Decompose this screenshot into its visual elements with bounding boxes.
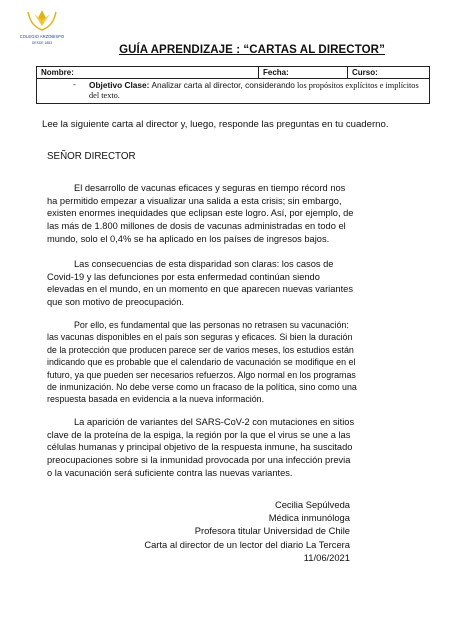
signature-role: Médica inmunóloga bbox=[268, 512, 350, 524]
signature-position: Profesora titular Universidad de Chile bbox=[194, 525, 350, 537]
course-field[interactable] bbox=[348, 67, 429, 78]
letter-paragraph: El desarrollo de vacunas eficaces y seguras en tiempo récord nos ha permitido empezar a visualizar una salida a esta crisis; sin embargo, existen enormes inequidades que eclipsan este logro. Así, por ejemplo, de las más de 1.800 millones de dosis de vacunas administradas en todo el mundo, solo el 0,4% se ha aplicado en los países de ingresos bajos. bbox=[47, 182, 354, 244]
objective-label: Objetivo Clase: bbox=[89, 80, 150, 90]
name-label: Nombre: bbox=[41, 68, 74, 77]
date-field[interactable] bbox=[259, 67, 348, 78]
objective-description: Analizar carta al director, considerando bbox=[151, 80, 295, 90]
objective-description-serif: los propósitos explícitos e implícitos del texto. bbox=[89, 81, 419, 100]
logo-text: COLEGIO ARZOBISPO bbox=[20, 34, 64, 39]
letter-greeting: SEÑOR DIRECTOR bbox=[47, 151, 136, 162]
instruction-text: Lee la siguiente carta al director y, luego, responde las preguntas en tu cuaderno. bbox=[42, 119, 389, 130]
course-label: Curso: bbox=[352, 68, 378, 77]
page-title: GUÍA APRENDIZAJE : “CARTAS AL DIRECTOR” bbox=[119, 44, 385, 56]
name-field[interactable] bbox=[37, 67, 259, 78]
signature-date: 11/06/2021 bbox=[303, 551, 350, 563]
objective-text bbox=[89, 80, 425, 101]
student-info-table bbox=[36, 66, 430, 104]
signature-source: Carta al director de un lector del diario La Tercera bbox=[144, 538, 350, 550]
letter-paragraph: Por ello, es fundamental que las personas no retrasen su vacunación: las vacunas disponibles en el país son seguras y eficaces. Si bien la duración de la protección que producen parece ser de varios meses, los estudios están indicando que es probable que el calendario de vacunación se modifique en el futuro, ya que pueden ser necesarios refuerzos. Algo normal en los programas de inmunización. No debe verse como un fracaso de la política, sino como una respuesta basada en evidencia a la nueva información. bbox=[47, 319, 357, 405]
letter-body bbox=[47, 151, 357, 490]
student-info-row bbox=[37, 67, 429, 79]
signature-name: Cecilia Sepúlveda bbox=[274, 499, 350, 510]
bullet-dash: - bbox=[73, 80, 76, 89]
date-label: Fecha: bbox=[263, 68, 289, 77]
letter-paragraph: Las consecuencias de esta disparidad son claras: los casos de Covid-19 y las defunciones por esta enfermedad continúan siendo elevadas en el mundo, en un momento en que aparecen nuevas variantes que son motivo de preocupación. bbox=[47, 258, 353, 308]
letter-paragraph: La aparición de variantes del SARS-CoV-2 con mutaciones en sitios clave de la proteína de la espiga, la región por la que el virus se une a las células humanas y principal objetivo de la respuesta inmune, ha suscitado preocupaciones sobre si la inmunidad provocada por una infección previa o la vacunación será suficiente contra las nuevas variantes. bbox=[47, 416, 355, 478]
objective-row bbox=[37, 79, 429, 103]
logo-subtext: DESDE 1883 bbox=[31, 41, 53, 45]
letter-signature bbox=[144, 498, 350, 564]
